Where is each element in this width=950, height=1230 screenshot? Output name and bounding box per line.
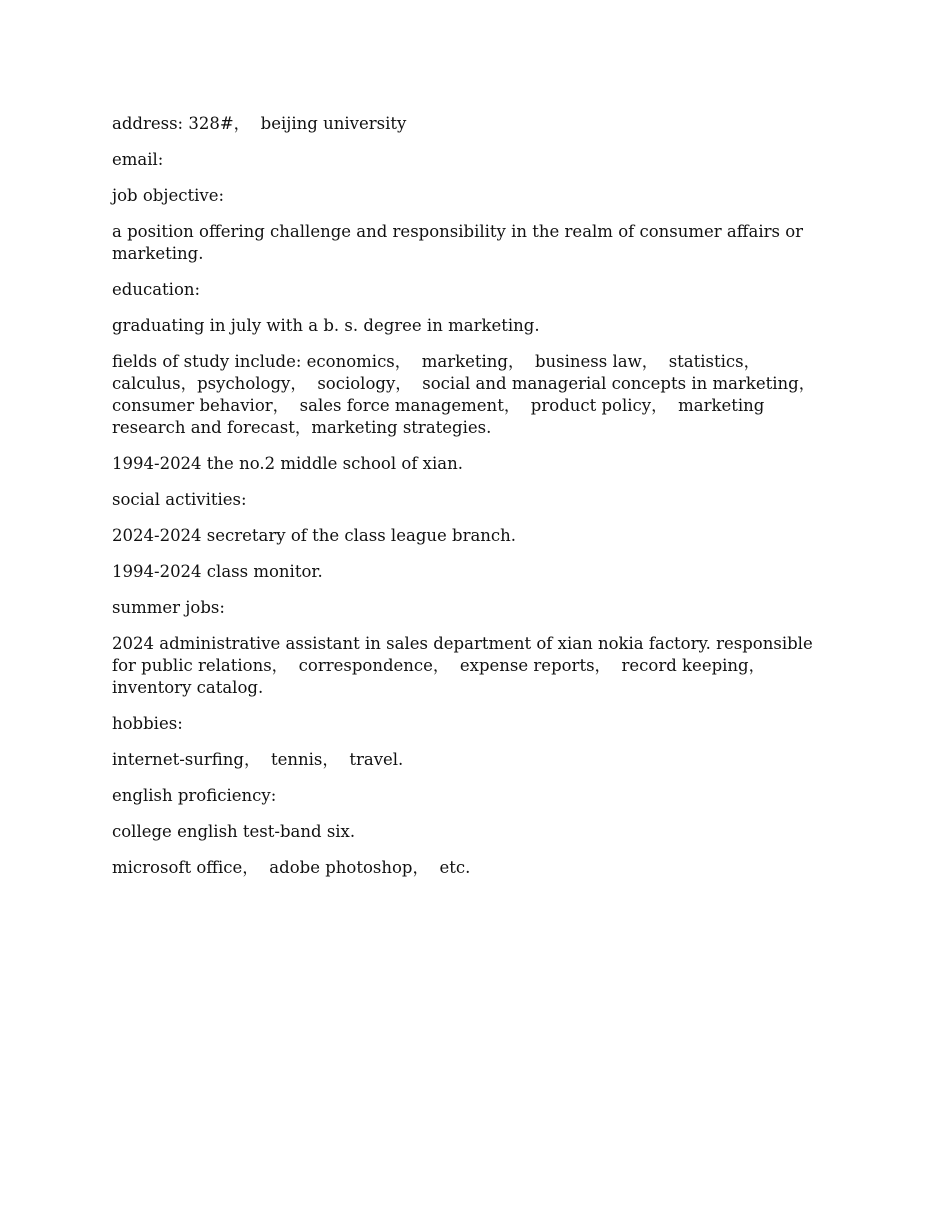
- document-page: [112, 113, 838, 893]
- middle-school-line: 1994-2024 the no.2 middle school of xian.: [112, 454, 463, 473]
- hobbies-heading: hobbies:: [112, 714, 183, 733]
- address-line: address: 328#， beijing university: [112, 114, 407, 133]
- social-activities-heading: social activities:: [112, 490, 247, 509]
- hobbies-text: internet-surfing， tennis， travel.: [112, 750, 404, 769]
- job-objective-heading: job objective:: [112, 186, 225, 205]
- job-objective-text: a position offering challenge and responsibility in the realm of consumer affairs or marketing.: [112, 222, 809, 263]
- summer-jobs-heading: summer jobs:: [112, 598, 225, 617]
- english-proficiency-heading: english proficiency:: [112, 786, 277, 805]
- secretary-line: 2024-2024 secretary of the class league branch.: [112, 526, 517, 545]
- email-line: email:: [112, 150, 164, 169]
- fields-of-study-text: fields of study include: economics， marketing， business law， statistics， calculus，psychology， sociology， social and managerial concepts in marketing， consumer behavior， sales force management， product policy， marketing research and forecast，marketing strategies.: [112, 352, 826, 437]
- summer-job-text: 2024 administrative assistant in sales department of xian nokia factory. responsible for public relations， correspondence， expense reports， record keeping， inventory catalog.: [112, 634, 818, 697]
- education-heading: education:: [112, 280, 201, 299]
- software-skills-line: microsoft office， adobe photoshop， etc.: [112, 858, 471, 877]
- degree-line: graduating in july with a b. s. degree in marketing.: [112, 316, 540, 335]
- english-test-line: college english test-band six.: [112, 822, 356, 841]
- class-monitor-line: 1994-2024 class monitor.: [112, 562, 323, 581]
